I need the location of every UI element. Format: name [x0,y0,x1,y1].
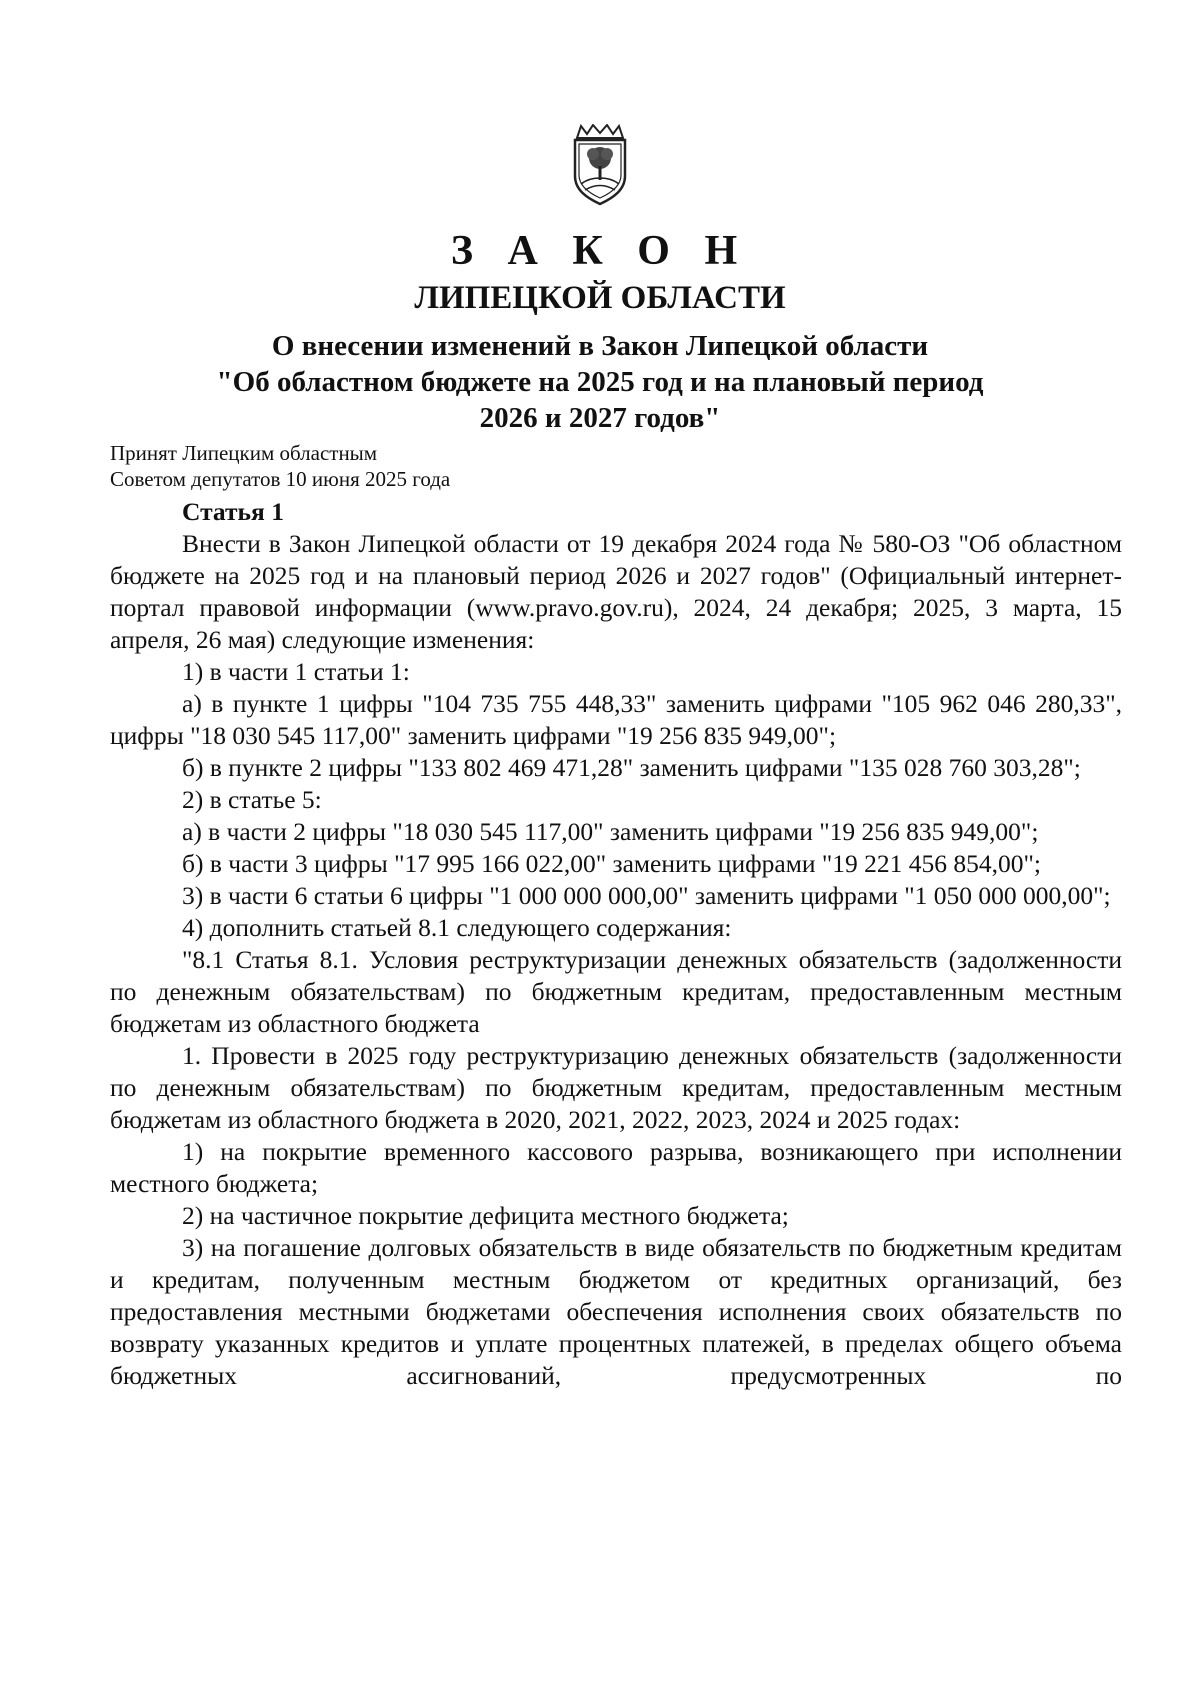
paragraph: 1. Провести в 2025 году реструктуризацию денежных обязательств (задолженности по денежным обязательствам) по бюджетным кредитам, предоставленным местным бюджетам из областного бюджета в 2020, 2021, 2022, 2023, 2024 и 2025 годах: [110,1041,1122,1134]
adoption-date-line: Советом депутатов 10 июня 2025 года [110,467,451,491]
paragraph: "8.1 Статья 8.1. Условия реструктуризации денежных обязательств (задолженности по денежным обязательствам) по бюджетным кредитам, предоставленным местным бюджетам из областного бюджета [110,945,1122,1038]
paragraph: а) в части 2 цифры "18 030 545 117,00" заменить цифрами "19 256 835 949,00"; [182,817,1039,846]
paragraph: 2) в статье 5: [182,785,322,814]
paragraph: 3) в части 6 статьи 6 цифры "1 000 000 000,00" заменить цифрами "1 050 000 000,00"; [182,881,1111,910]
subtitle-line: 2026 и 2027 годов" [479,402,721,434]
subtitle-line: "Об областном бюджете на 2025 год и на плановый период [216,366,984,398]
paragraph: б) в части 3 цифры "17 995 166 022,00" заменить цифрами "19 221 456 854,00"; [182,849,1042,878]
law-title: З А К О Н [450,228,750,274]
article-heading: Статья 1 [182,497,284,526]
adoption-note [110,440,450,492]
paragraph: 3) на погашение долговых обязательств в виде обязательств по бюджетным кредитам и кредитам, полученным местным бюджетом от кредитных организаций, без предоставления местными бюджетами обеспечения исполнения своих обязательств по возврату указанных кредитов и уплате процентных платежей, в пределах общего объема бюджетных ассигнований, предусмотренных по [110,1233,1122,1390]
paragraph: 2) на частичное покрытие дефицита местного бюджета; [182,1201,789,1230]
subtitle-line: О внесении изменений в Закон Липецкой области [271,330,929,362]
paragraph: 1) на покрытие временного кассового разрыва, возникающего при исполнении местного бюджета; [110,1137,1122,1198]
paragraph: 1) в части 1 статьи 1: [182,657,410,686]
law-subtitle [0,328,1200,436]
paragraph: а) в пункте 1 цифры "104 735 755 448,33" заменить цифрами "105 962 046 280,33", цифры "18 030 545 117,00" заменить цифрами "19 256 835 949,00"; [110,689,1122,750]
adoption-line: Принят Липецким областным [110,441,378,465]
law-body [110,496,1122,1392]
paragraph: Внести в Закон Липецкой области от 19 декабря 2024 года № 580-ОЗ "Об областном бюджете на 2025 год и на плановый период 2026 и 2027 годов" (Официальный интернет-портал правовой информации (www.pravo.gov.ru), 2024, 24 декабря; 2025, 3 марта, 15 апреля, 26 мая) следующие изменения: [110,529,1122,654]
region-title: ЛИПЕЦКОЙ ОБЛАСТИ [414,280,786,316]
paragraph: б) в пункте 2 цифры "133 802 469 471,28" заменить цифрами "135 028 760 303,28"; [182,753,1081,782]
coat-of-arms-emblem [569,124,631,206]
paragraph: 4) дополнить статьей 8.1 следующего содержания: [182,913,732,942]
